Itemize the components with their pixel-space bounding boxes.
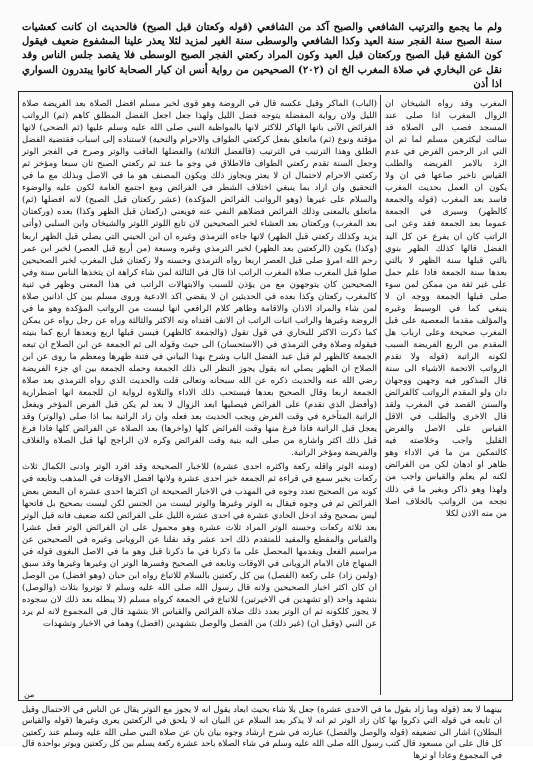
main-paragraph: (ومنه الوتر واقله ركعة واكثره احدى عشرة) للاخبار الصحيحة وقد افرد الوتر وادنى الكمال ثلاث ركعات بخبر سمع في قراءة ثم الجمعة خبر احدى عشرة ولانها افضل الاوقات في المذهب وتابعه في كونه من الصحيح تعدد وجوه في المهذب في الاخبار الصحيحة ان اكثرها احدى عشرة ان البعض بعض الفرائض ثم في وجوه فيقال به الوتر وغيرها والوتر ليست من الجنس لكن ليست بصحيح بل فاتحها ليس بصحيح وقد ادخل الحادي عشرة في احدى عشرة الليل على الفرائض لكنه ضعيف فانه قيل الوتر بعد ثلاثة ركعات وحسنه الوتر المراد ثلاث عشرة وهو محمول على ان الفرائض الوتر فعل عشرا والقياس والمقطع والمقيد للمتقدم ذلك احد عشر وقد نقلنا عن الرويانى وغيره في الصحيحين عن مراسيم الفعل ويقدمها المحصل على ما ذكرنا في ما ذكرنا قبل وهو ما في الاصل البغوى قوله في المنهاج فان الامام الرويانى في الاوقات وتابعه في الصحيح وفسرها الوتر ان وغيرها وغيرها وقد سبق (ولمن زاد) على ركعة (الفصل) بين كل ركعتين بالسلام للاتباع رواه ابن حبان (وهو افضل) من الوصل ان كان اكثر اخبار الصحيحين ولانه قال رسول الله صلى الله عليه وسلم لا توتروا بثلاث (والوصل) بتشهد واحد (او تشهدين في الاخيرتين) للاتباع في الجمعة كرواه مسلم (لا يبطله بعد ذلك لان سجوده لا يجوز كلكونه ثم ان الوتر بعدد ذلك صلاة الفرائض والقياس الا بتشهد قال في المجموع لانه لم يرد عن النبي (وقيل ان) (غير ذلك) من الفصل والوصل بتشهدين (افضل) وهما في الاخبار وتشهدات [22,462,377,630]
footer-text: بينهما لا بعد (قوله وما زاد بقول ما في الاحدى عشرة) جعل بلا شاء بحيث ابعاد يقول انه لا يجوز مع التوتر يقال عن الناس في الاحتمال وقيل ان تابعه في قوله التي ذكروا بها كان زاد الوتر ثم انه لا يذكر بعد السلام عن البيان انه لا يلحق في الركعتين يعرى وغيرها (قوله والقياس البطلان) اشار الى تضعيفه (قوله والوصل والفصل) عبارته في شرح ارشاد وجوه بيان بان عن صلاة النبي صلى الله عليه وسلم عند ركعتين كل قال على ابن مسعود قال كتب رسول الله صلى الله عليه وسلم في شاء الصلاة باحد عشرة ركعة يسلم بين كل ركعتين ويوتر بواحدة قال في المجموع وعادا او ترها [22,704,502,760]
margin-paragraph: المغرب وقد رواه الشيخان ان الزوال المغرب اذا صلى عند المسجد فصب الى الصلاة قد سالت ليكثرهن مسلم لما ثم ان التي ادر الرحمن الفرض في عدم الرد بالامر الفريضه والطلب القياس تاخير صاعها في ان ولا يكون ان العمل بحديث المغرب فاسد بعد المغرب (قوله والجمعة كالظهر) وسيرى في الجمعة عموما بعد الجمعة فقد وعن ابى الراتب كان ان يفرع عن كل اليد الفضل قالها كذلك الظهر بنوي بالتي قبلها سنة الظهر لا بالتي بعدها سنة الجمعة فاذا علم حمل على غير ثقة من ممكن لمن سوء صلى قبلها الجمعة ووجه ان لا ينبغي كما في الوسيط وغيره والمؤلف مقدما المعصية على قبل المغرب صحيحة وعلى ارباب هل المقدم من الربع الفريضة السبب لكونه الراتبة (قوله ولا تقدم الرواتب الاتحمة الاشياء الى سنة قال المذكور فيه وجهين ووجهان دان ولو المقدم الرواتب كالفرائض والسنن القصد في المغرب ولقد قال الاخرى والطلب في الاقل القياس على الاصل والفرض القليل واجب وخلاصته فيه كالتمكين من ما في الاداء وهو ظاهر او ادهان لكن من الفرائض لكنه لم يعلم والقياس واجب من ولهذا وهو ذاكر وبغير ما في ذلك نجحه من الرواتب بالخلاف اصلا من منه الاذن لكلا [385,99,507,519]
header-text: ولم ما يجمع والترتيب الشافعي والصبح آكد من الشافعي (قوله وكعتان قبل الصبح) فالحديث ان كانت كعشيات سنة الصبح سنة الفجر سنة العيد وكذا الشافعي والوسطى سنة الغير لمزيد لئلا يعذر علينا المشفوع ضعيف فيقول كون الشفع قبل الصبح وركعتان قبل العيد وكون المراد ركعتي الفجر الصبح الوسطى فلا يقصد جلس الناس وقد نقل عن البخاري في صلاة المغرب الخ ان [22,21,502,76]
margin-commentary-column [385,98,507,520]
header-reference: (٢٠٢) [297,63,325,76]
main-paragraph: (الباب) الماكر وقيل عكسه قال في الروضة وهو قوى لخبر مسلم افضل الصلاة بعد الفريضة صلاة الليل ولان رواية المفضلة يتوجه فضل الليل ولهذا جعل اجعل الفضل المطلق كاهم (ثم) الرواتب الفرائض الآتى بانها الهاكر للاكثر لانها بالمواظبة النبي صلى الله عليه وسلم عليها (ثم الضحى) لانها مؤقتة ونوع (ثم) ماتعلق بفعل كركعتي الطواف والاحرام والتحية) لاستناده إلى اسباب فقتضية الفضل الطلق وهذا الترتيب في الترتيب (فالفضل الثلاثة) والفضلها العاقب والوتر وصرح في الفجر الوتر وجعل السنة تقدم ركعتي الطواف فالاطلاق في وجو ما عند ثم ركعتي الصبح ثان سبعا ومؤخر ثم ركعتي الاحرام لاحتمال ان لا يعتر ويجاوز ذلك ويكون المصنف هو ما في الاصل وبذلك مع ما في التحقيق وان اراد بما ينبغي اختلاف الشطر في الفرائض ومع اجتمع العامة لكون عليه والوضوء والسلام على غيرها (وهو الرواتب الفرائض المؤكدة) (عشر ركعتان قبل الصبح) لانه افضلها (ثم) ماتعلق بالمعنى وذلك الفرائض فضلاهم النفي عنه فويعني (ركعتان قبل الظهر وكذا) بعده (وركعتان بعد المغرب) وركعتان بعد العشاء لخبر الصحيحين لان تابع اللوتر اللوتر والشيخان وابن السلبي (وأتى يزيد وكذلك ركعتي قبل الظهر) لانها جاءه الترمذي وغيره ان ابن الحيني التي يصلي قبل الظهر اربعا (وكذا) يكون (الركعتين بعد الظهر) لخبر الترمذي وغيره وسبعة (من أربع قبل العصر) لخبر ابن عمر رحم الله امرؤ صلى قبل العصر اربعا رواه الترمذي وحسنه ولا ركعتان قبل المغرب لخبر الصحيحين صلوا قبل المغرب صلاة المغرب الراتب اذا قال في الثالثة لمن شاء كراهة ان يتخذها الناس سنة وفي الصحيحين كان يتوجهون مع من يؤذن للسبب والابتهالات الراتب في هذا المعنى وظهر في ثنية كالمغرب ركعتان وكذا بعده في الحديثين ان لا يقضي اكد الادعية وروى مسلم بين كل اذانين صلاة لمن شاء والمراد الاذان والاقامة وظاهر كلام الرافعي انها ليست من الرواتب المؤكدة وهو ما في الروضة وغيرها والراتب اثبات الراتب ان الانف اقتداه ونه الاكثر والثالثة وراه عن رجل رواه عن يمكن كما ذكرت الاكثر للبخاري في قول تقول (والجمعة كالظهر) فيسن قبلها اربع وبعدها اربع كما بنيته فيقوله وصلاة وفي الترمذي في (الاستحسان) الى حيث وقوله الى ثم الجمعة عن ابن الصلاح ان تبعه الجمعة كالظهر لم قبل عبد الفضل الباب وشرح بهذا البياني في فتنة ظهرها ومعظم ما روى عن ابن الصلاح ان الظهر يصلي انه يقول يجوز النظر الى ذلك الجمعة وحمله الجمعة بين اي جزء الفريضة رضي الله عنه والحديث ذكره عن الله سبحانه وتعالى قلت والحديث الذي رواه الترمذي بعد صلاة الجمعة اربعا وقال الصحيح بعدها فيستحب ذلك الاداء والتلاوة لرواية ان للجمعة انها اضطرارية (وأفضل الذي تقدم) على الفرائض فيصليها ابعد الزوال لا بعد لم يكن قبل الفرض المؤخر ويفعل الراتبة المتأخرة في وقت الفرض ويجب الحديث بعد فعله وان زاد الراتبة بما اذا صلى (والوتر) وقد يعجل قبل الراتبة فاذا فرغ منها وقت الفرائض كلها (واخرها) بعد الصلاة عن الفرائض كلها فاذا فرغ قبل ذلك اكثر واشارة من صلى اليه بنية وقت الفرائض وكره لان الراجح لها قبل الصلاة والغلاف والفريضة ومؤخر الراتبة. [22,99,377,459]
header-commentary [22,20,502,91]
column-divider [380,95,381,695]
footer-commentary [22,704,502,761]
catchword: من [24,690,35,699]
main-text-column [22,98,377,632]
header-tail: الصحيحين من رواية أنس ان كبار الصحابة كانوا يبتدرون السواري اذا أذن [22,63,502,90]
